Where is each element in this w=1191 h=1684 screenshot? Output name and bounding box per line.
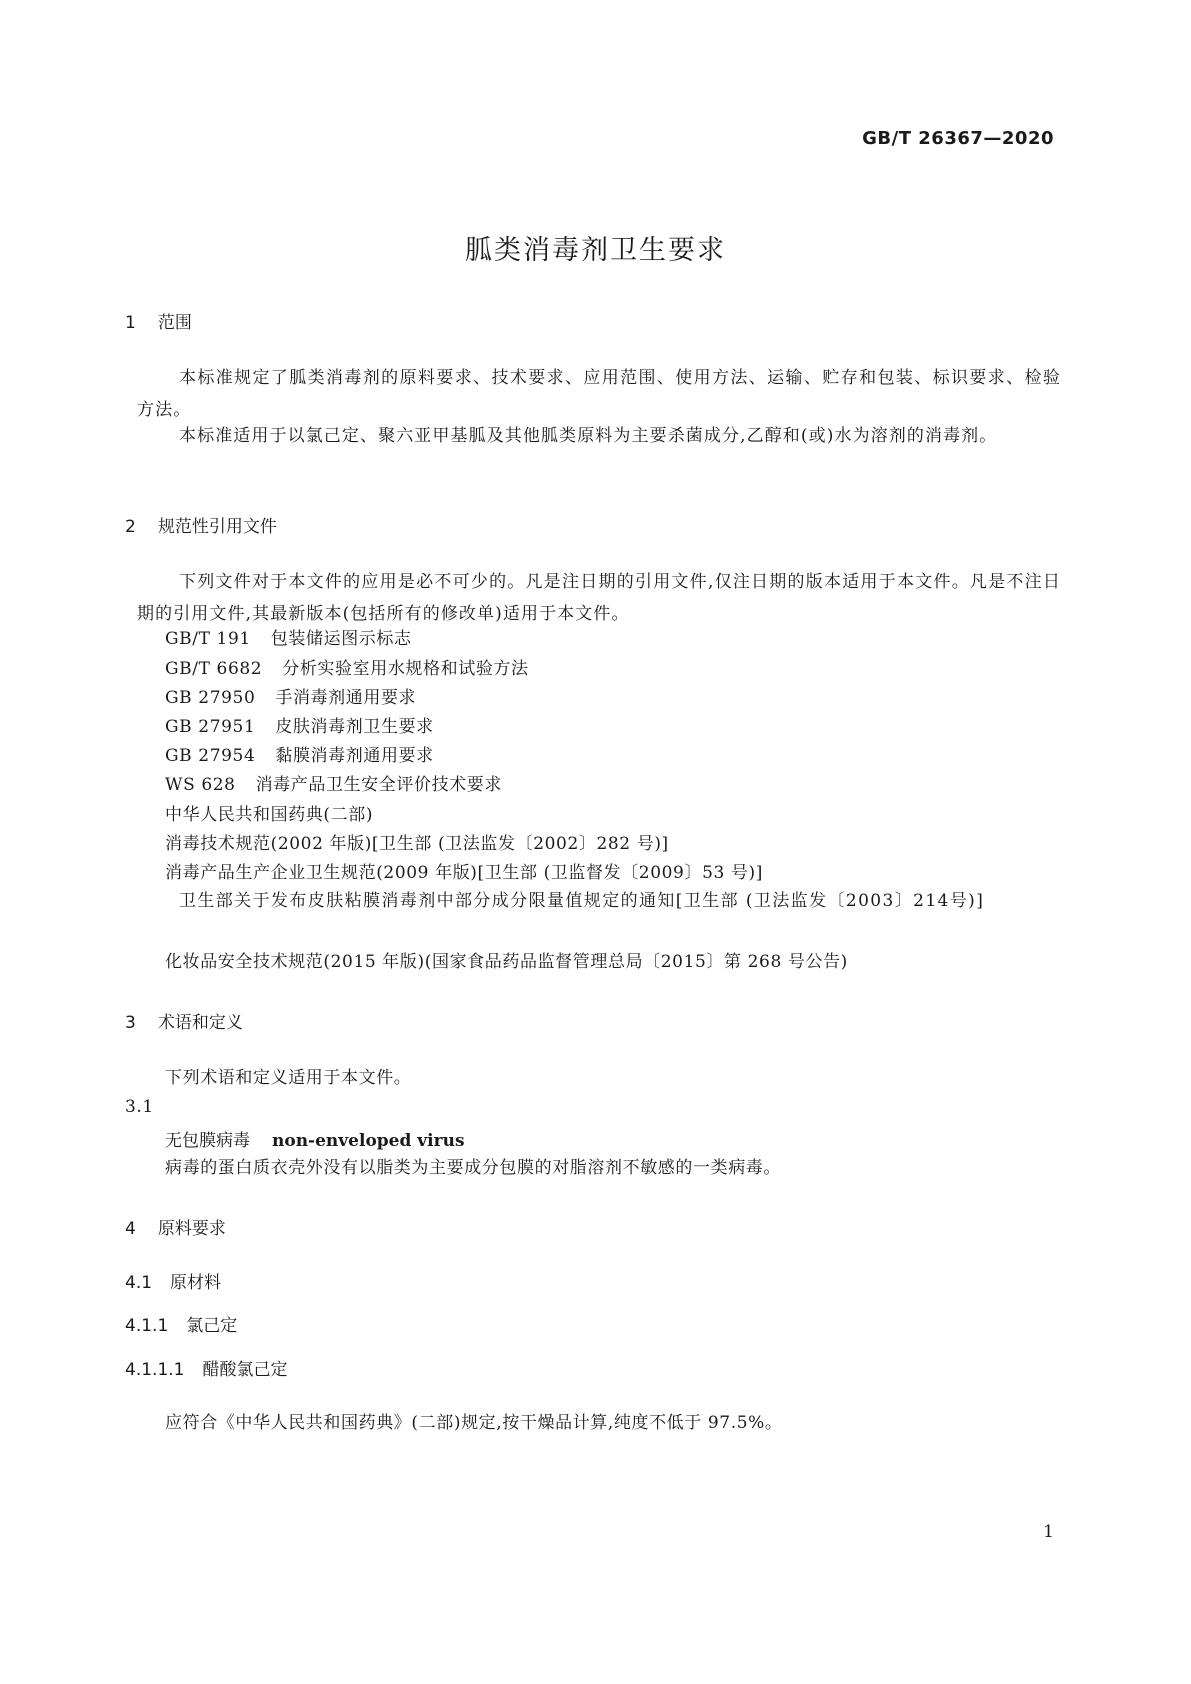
reference-title: 手消毒剂通用要求: [275, 688, 417, 708]
section-title: 术语和定义: [157, 1013, 243, 1033]
reference-item: [165, 624, 412, 655]
section-title: 范围: [157, 313, 192, 333]
section-title: 规范性引用文件: [157, 517, 277, 537]
reference-title: 黏膜消毒剂通用要求: [275, 746, 434, 766]
paragraph: 本标准规定了胍类消毒剂的原料要求、技术要求、应用范围、使用方法、运输、贮存和包装、标识要求、检验方法。: [137, 368, 1061, 420]
subsection-4-1-heading: [125, 1268, 221, 1293]
section-title: 氯己定: [186, 1316, 238, 1336]
term-definition: 病毒的蛋白质衣壳外没有以脂类为主要成分包膜的对脂溶剂不敏感的一类病毒。: [165, 1158, 781, 1178]
reference-code: GB/T 191: [165, 629, 251, 649]
section-title: 醋酸氯己定: [202, 1360, 288, 1380]
reference-title: 皮肤消毒剂卫生要求: [275, 717, 434, 737]
reference-item: 中华人民共和国药典(二部): [165, 805, 374, 825]
reference-title: 分析实验室用水规格和试验方法: [282, 659, 529, 679]
reference-item: [165, 770, 502, 801]
term-chinese: 无包膜病毒: [165, 1131, 250, 1151]
section-number: 3: [125, 1013, 136, 1033]
reference-title: 包装储运图示标志: [270, 629, 412, 649]
paragraph: 应符合《中华人民共和国药典》(二部)规定,按干燥品计算,纯度不低于 97.5%。: [165, 1413, 783, 1433]
subsection-4-1-1-1-heading: [125, 1355, 287, 1380]
section-4-heading: [125, 1214, 226, 1239]
section-3-heading: [125, 1008, 243, 1033]
subsection-4-1-1-heading: [125, 1311, 237, 1336]
section-number: 4: [125, 1219, 136, 1239]
reference-item: 消毒技术规范(2002 年版)[卫生部 (卫法监发〔2002〕282 号)]: [165, 834, 669, 854]
page-number: 1: [1043, 1522, 1054, 1542]
section-number: 4.1.1: [125, 1316, 169, 1336]
section-2-heading: [125, 512, 277, 537]
term-english: non-enveloped virus: [272, 1131, 465, 1151]
paragraph: 下列文件对于本文件的应用是必不可少的。凡是注日期的引用文件,仅注日期的版本适用于本文件。凡是不注日期的引用文件,其最新版本(包括所有的修改单)适用于本文件。: [137, 572, 1061, 624]
document-title: 胍类消毒剂卫生要求: [465, 235, 726, 266]
term-entry: [165, 1126, 465, 1151]
reference-code: GB 27954: [165, 746, 256, 766]
section-number: 4.1.1.1: [125, 1360, 185, 1380]
reference-code: GB 27951: [165, 717, 256, 737]
reference-item: 卫生部关于发布皮肤粘膜消毒剂中部分成分限量值规定的通知[卫生部 (卫法监发〔2003〕214号)]: [179, 891, 985, 911]
reference-code: GB/T 6682: [165, 659, 263, 679]
section-number: 2: [125, 517, 136, 537]
section-number: 1: [125, 313, 136, 333]
reference-item: [165, 683, 416, 714]
section-title: 原材料: [170, 1273, 222, 1293]
standard-code: GB/T 26367—2020: [862, 128, 1054, 149]
reference-item: [165, 712, 434, 743]
reference-item: 消毒产品生产企业卫生规范(2009 年版)[卫生部 (卫监督发〔2009〕53 号)]: [165, 863, 763, 883]
reference-code: GB 27950: [165, 688, 256, 708]
reference-item: [165, 741, 434, 772]
paragraph: 本标准适用于以氯己定、聚六亚甲基胍及其他胍类原料为主要杀菌成分,乙醇和(或)水为溶剂的消毒剂。: [179, 426, 998, 446]
section-1-heading: [125, 308, 192, 333]
term-number: 3.1: [125, 1097, 154, 1117]
reference-title: 消毒产品卫生安全评价技术要求: [255, 775, 502, 795]
reference-item: 化妆品安全技术规范(2015 年版)(国家食品药品监督管理总局〔2015〕第 268 号公告): [165, 952, 848, 972]
section-number: 4.1: [125, 1273, 153, 1293]
reference-item: [165, 654, 529, 685]
reference-code: WS 628: [165, 775, 236, 795]
section-title: 原料要求: [157, 1219, 226, 1239]
paragraph: 下列术语和定义适用于本文件。: [165, 1068, 412, 1088]
